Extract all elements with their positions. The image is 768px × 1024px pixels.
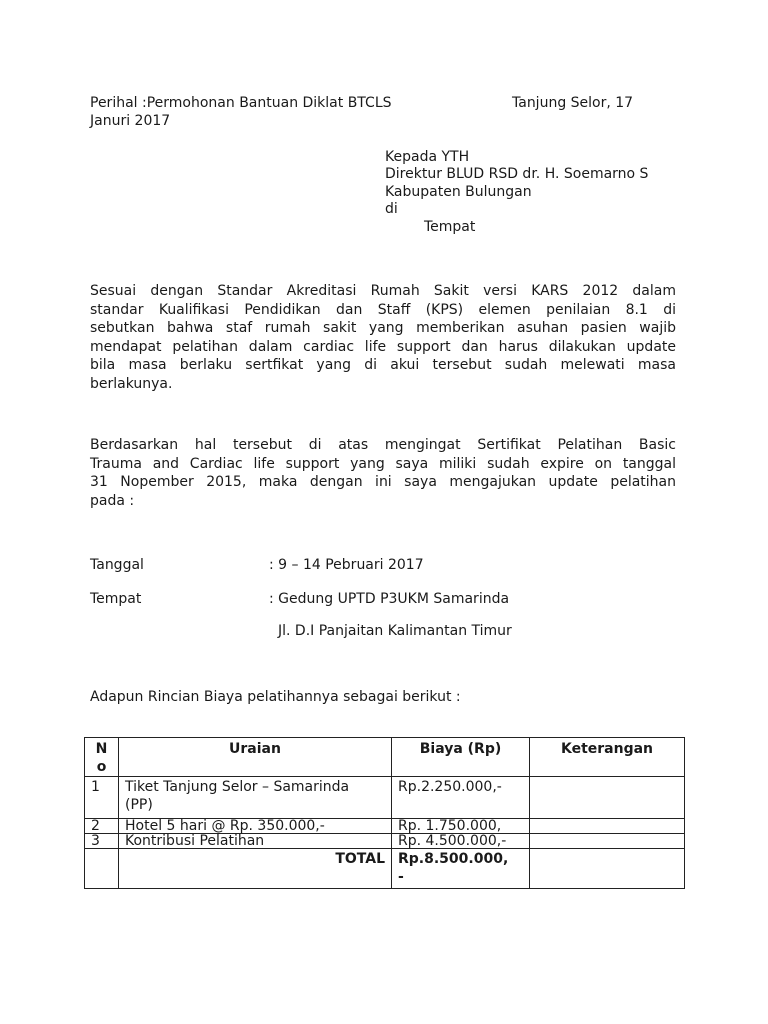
row-no: 3 <box>85 834 119 849</box>
row-cost: Rp. 1.750.000, <box>392 819 530 834</box>
paragraph-line: Trauma and Cardiac life support yang saya miliki sudah expire on tanggal <box>90 455 676 472</box>
row-cost: Rp. 4.500.000,- <box>392 834 530 849</box>
row-note <box>530 777 685 819</box>
table-row <box>85 777 685 819</box>
recipient-regency: Kabupaten Bulungan <box>385 184 532 200</box>
recipient-name: Direktur BLUD RSD dr. H. Soemarno S <box>385 166 649 182</box>
row-description: Hotel 5 hari @ Rp. 350.000,- <box>119 819 392 834</box>
total-value: Rp.8.500.000, - <box>392 849 530 889</box>
body-paragraph-1 <box>90 282 676 393</box>
paragraph-line: Berdasarkan hal tersebut di atas mengingat Sertifikat Pelatihan Basic <box>90 437 676 453</box>
row-note <box>530 834 685 849</box>
paragraph-line: bila masa berlaku sertfikat yang di akui tersebut sudah melewati masa <box>90 357 676 373</box>
place-value: : Gedung UPTD P3UKM Samarinda <box>269 591 510 607</box>
body-paragraph-2 <box>90 436 676 510</box>
row-cost: Rp.2.250.000,- <box>392 777 530 819</box>
place-date: Tanjung Selor, 17 <box>512 95 634 111</box>
table-header-row <box>85 738 685 777</box>
total-empty-cell <box>85 849 119 889</box>
recipient-greeting: Kepada YTH <box>385 149 470 165</box>
paragraph-line: Sesuai dengan Standar Akreditasi Rumah Sakit versi KARS 2012 dalam <box>90 283 676 299</box>
letter-subject: Perihal :Permohonan Bantuan Diklat BTCLS <box>90 95 392 111</box>
total-label: TOTAL <box>119 849 392 889</box>
recipient-place: Tempat <box>424 219 476 235</box>
date-label: Tanggal <box>90 557 144 573</box>
paragraph-line: standar Kualifikasi Pendidikan dan Staff (KPS) elemen penilaian 8.1 di <box>90 301 676 318</box>
table-row <box>85 819 685 834</box>
place-label: Tempat <box>90 591 142 607</box>
recipient-di: di <box>385 201 398 217</box>
header-cost: Biaya (Rp) <box>392 738 530 777</box>
paragraph-line: mendapat pelatihan dalam cardiac life support dan harus dilakukan update <box>90 338 676 355</box>
date-value: : 9 – 14 Pebruari 2017 <box>269 557 424 573</box>
row-no: 1 <box>85 777 119 819</box>
cost-table <box>84 737 685 889</box>
row-no: 2 <box>85 819 119 834</box>
header-description: Uraian <box>119 738 392 777</box>
row-description: Tiket Tanjung Selor – Samarinda (PP) <box>119 777 392 819</box>
table-total-row <box>85 849 685 889</box>
place-address: Jl. D.I Panjaitan Kalimantan Timur <box>278 623 512 639</box>
paragraph-line: 31 Nopember 2015, maka dengan ini saya mengajukan update pelatihan <box>90 474 676 490</box>
header-note: Keterangan <box>530 738 685 777</box>
table-row <box>85 834 685 849</box>
paragraph-line: pada : <box>90 492 135 509</box>
row-description: Kontribusi Pelatihan <box>119 834 392 849</box>
total-note <box>530 849 685 889</box>
paragraph-line: berlakunya. <box>90 375 173 392</box>
place-date-continued: Januri 2017 <box>90 113 171 129</box>
header-no: N o <box>85 738 119 777</box>
paragraph-line: sebutkan bahwa staf rumah sakit yang memberikan asuhan pasien wajib <box>90 320 676 336</box>
cost-intro: Adapun Rincian Biaya pelatihannya sebagai berikut : <box>90 689 461 705</box>
row-note <box>530 819 685 834</box>
